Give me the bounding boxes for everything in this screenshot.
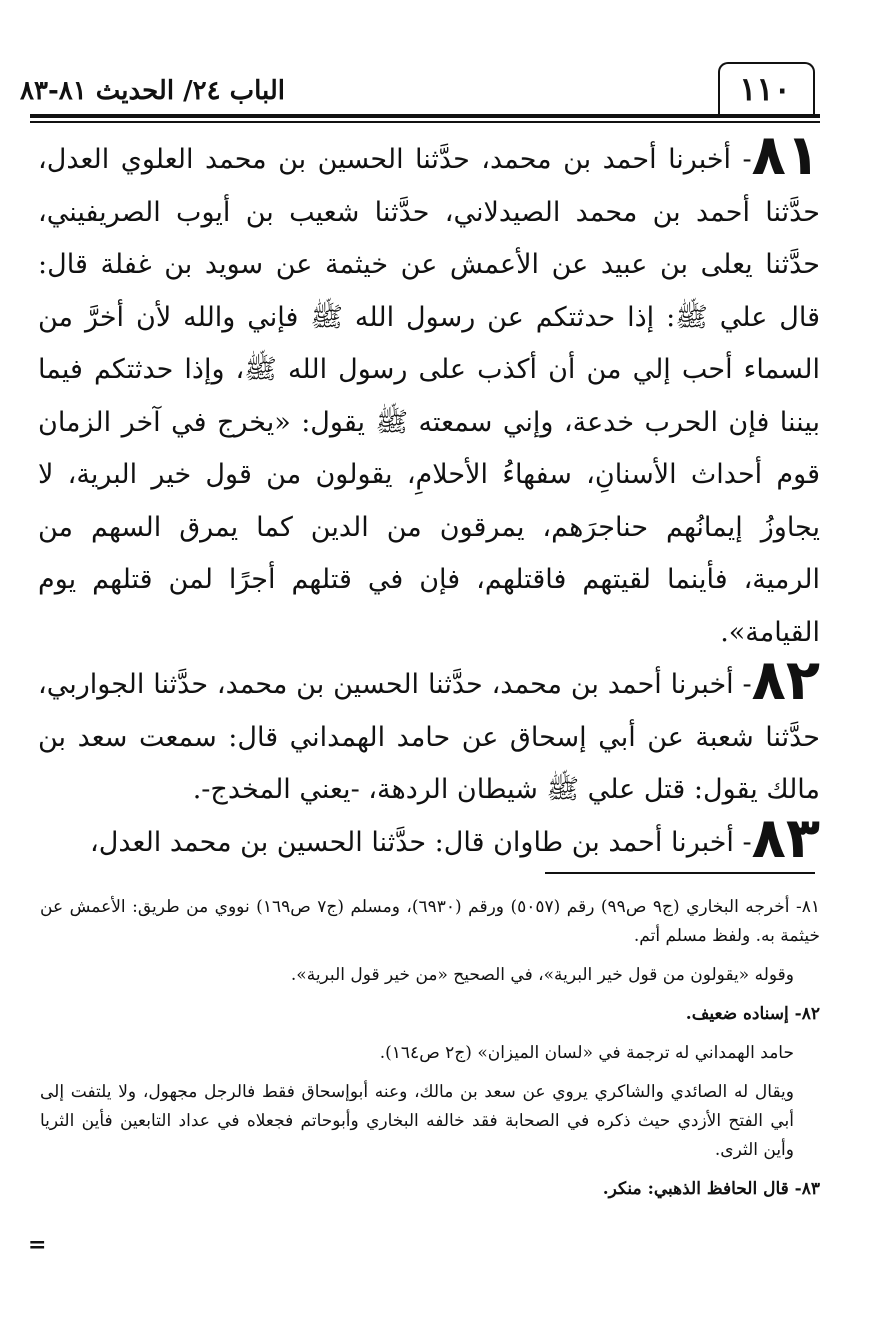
running-header: الباب ٢٤/ الحديث ٨١-٨٣ bbox=[20, 76, 286, 106]
footnote-81: ٨١- أخرجه البخاري (ج٩ ص٩٩) رقم (٥٠٥٧) ورقم (٦٩٣٠)، ومسلم (ج٧ ص١٦٩) نووي من طريق: الأعمش عن خيثمة به. ولفظ مسلم أتم. bbox=[40, 897, 820, 946]
hadith-number: ٨١ bbox=[751, 123, 820, 188]
page-number: ١١٠ bbox=[739, 70, 791, 108]
continuation-mark: = bbox=[28, 1232, 47, 1258]
footnotes bbox=[40, 893, 820, 1214]
main-text bbox=[38, 123, 820, 871]
footnote-82: ٨٢- إسناده ضعيف. bbox=[685, 1004, 820, 1024]
hadith-82 bbox=[38, 648, 820, 817]
footnote-separator bbox=[545, 872, 815, 874]
hadith-text: - أخبرنا أحمد بن طاوان قال: حدَّثنا الحسين بن محمد العدل، bbox=[90, 826, 752, 858]
header-rule-thin bbox=[30, 121, 820, 123]
footnote-81-note: وقوله «يقولون من قول خير البرية»، في الصحيح «من خير قول البرية». bbox=[290, 965, 794, 985]
hadith-number: ٨٣ bbox=[751, 805, 820, 871]
hadith-83 bbox=[38, 805, 820, 871]
hadith-number: ٨٢ bbox=[751, 648, 820, 713]
header-rule bbox=[30, 114, 820, 118]
footnote-82-note: حامد الهمداني له ترجمة في «لسان الميزان» (ج٢ ص١٦٤). bbox=[379, 1043, 794, 1063]
hadith-text: - أخبرنا أحمد بن محمد، حدَّثنا الحسين بن محمد، حدَّثنا الجواربي، حدَّثنا شعبة عن أبي إسحاق عن حامد الهمداني قال: سمعت سعد بن مالك يقول: قتل علي ﷺ شيطان الردهة، -يعني المخدج-. bbox=[38, 669, 820, 805]
hadith-text: - أخبرنا أحمد بن محمد، حدَّثنا الحسين بن محمد العلوي العدل، حدَّثنا أحمد بن محمد الصيدلاني، حدَّثنا شعيب بن أيوب الصريفيني، حدَّثنا يعلى بن عبيد عن الأعمش عن خيثمة عن سويد بن غفلة قال: قال علي ﷺ: إذا حدثتكم عن رسول الله ﷺ فإني والله لأن أخرَّ من السماء أحب إلي من أن أكذب على رسول الله ﷺ، وإذا حدثتكم فيما بيننا فإن الحرب خدعة، وإني سمعته ﷺ يقول: «يخرج في آخر الزمان قوم أحداث الأسنانِ، سفهاءُ الأحلامِ، يقولون من قول خير البرية، لا يجاوزُ إيمانُهم حناجرَهم، يمرقون من الدين كما يمرق السهم من الرمية، فأينما لقيتهم فاقتلهم، فإن في قتلهم أجرًا لمن قتلهم يوم القيامة». bbox=[38, 144, 820, 648]
hadith-81 bbox=[38, 123, 820, 659]
footnote-82-detail: ويقال له الصائدي والشاكري يروي عن سعد بن مالك، وعنه أبوإسحاق فقط فالرجل مجهول، ولا يلتفت إلى أبي الفتح الأزدي حيث ذكره في الصحابة فقد خالفه البخاري وأبوحاتم فجعلاه في عداد التابعين فأين الثريا وأين الثرى. bbox=[40, 1082, 794, 1160]
footnote-83: ٨٣- قال الحافظ الذهبي: منكر. bbox=[602, 1179, 820, 1199]
